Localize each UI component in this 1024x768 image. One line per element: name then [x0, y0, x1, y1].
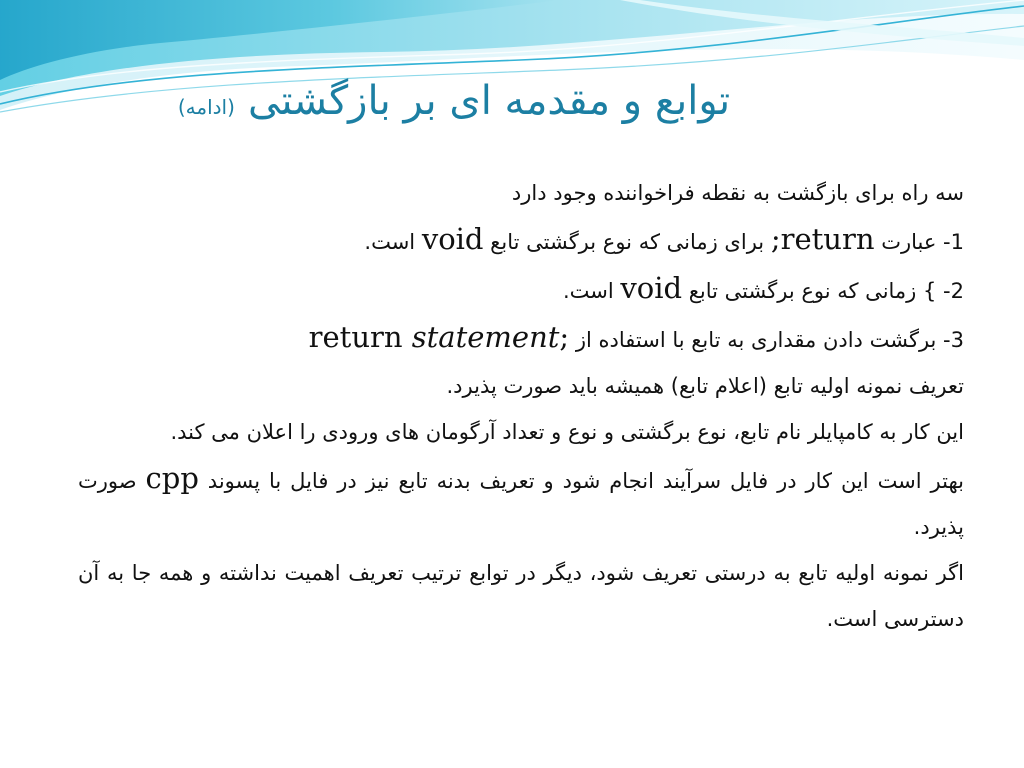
text-line-option-1 — [78, 216, 964, 265]
line-text: تعریف نمونه اولیه تابع (اعلام تابع) همیشه باید صورت پذیرد. — [446, 374, 964, 398]
title-subtitle: (ادامه) — [177, 95, 235, 119]
paragraph-suffix: صورت پذیرد. — [78, 469, 964, 539]
line-prefix: 2- } زمانی که نوع برگشتی تابع — [682, 279, 964, 303]
title-main: توابع و مقدمه ای بر بازگشتی — [248, 78, 731, 124]
text-line-option-2 — [78, 265, 964, 314]
paragraph-text: این کار به کامپایلر نام تابع، نوع برگشتی و نوع و تعداد آرگومان های ورودی را اعلان می کند. — [170, 420, 964, 444]
code-keyword: return — [308, 320, 412, 354]
code-cpp: cpp — [145, 461, 199, 495]
code-placeholder: statement — [411, 320, 560, 354]
paragraph-header-file — [78, 455, 964, 550]
code-semicolon: ; — [559, 320, 570, 354]
paragraph-text: اگر نمونه اولیه تابع به درستی تعریف شود، دیگر در توابع ترتیب تعریف اهمیت نداشته و همه جا به آن دسترسی است. — [78, 561, 964, 631]
line-middle: برای زمانی که نوع برگشتی تابع — [483, 230, 771, 254]
slide-title — [74, 78, 834, 124]
code-return-statement — [308, 320, 570, 354]
line-suffix: است. — [364, 230, 422, 254]
text-line-intro — [78, 170, 964, 216]
line-prefix: 1- عبارت — [874, 230, 964, 254]
code-void: void — [421, 222, 484, 256]
line-suffix: است. — [562, 279, 621, 303]
text-line-option-3 — [78, 314, 964, 363]
paragraph-text: بهتر است این کار در فایل سرآیند انجام شود و تعریف بدنه تابع نیز در فایل با پسوند — [198, 469, 964, 493]
line-text: سه راه برای بازگشت به نقطه فراخواننده وجود دارد — [511, 181, 964, 205]
line-prefix: 3- برگشت دادن مقداری به تابع با استفاده از — [569, 328, 964, 352]
code-void: void — [620, 271, 683, 305]
slide-content — [78, 170, 964, 642]
paragraph-compiler — [78, 409, 964, 455]
code-return: return; — [770, 222, 875, 256]
paragraph-order — [78, 550, 964, 642]
text-line-prototype — [78, 363, 964, 409]
